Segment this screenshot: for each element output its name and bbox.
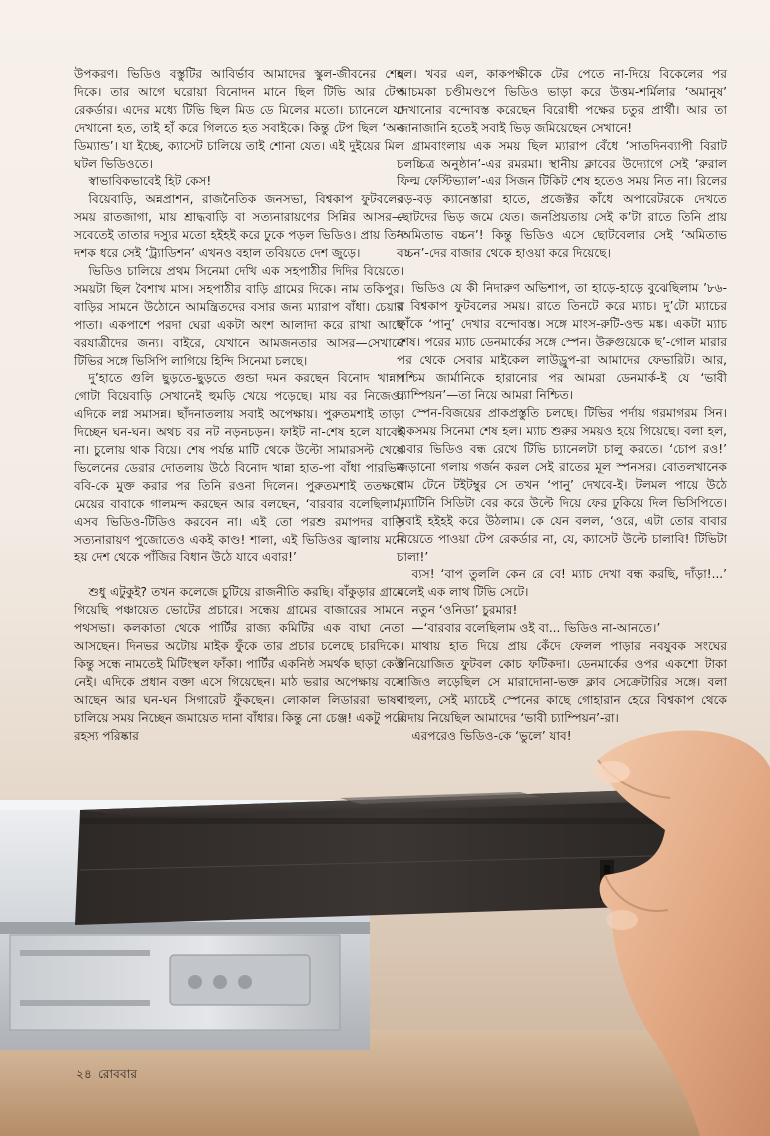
paragraph: বিয়েবাড়ি, অন্নপ্রাশন, রাজনৈতিক জনসভা, বিশ্বকাপ ফুটবলের সময় রাতজাগা, মায় শ্রাদ্ধবাড়ি বা সত্যনারায়ণের সিন্নির আসর—সবেতেই তাতার দস্যুর মতো হইহই করে ঢুকে পড়ল ভিডিও। প্রায় তিন দশক ধরে সেই ‘ট্র্যাডিশন’ এখনও বহাল তবিয়তে দেশ জুড়ে। bbox=[74, 192, 404, 261]
right-text-column bbox=[397, 66, 727, 746]
paragraph: স্বাভাবিকভাবেই হিট কেস! bbox=[88, 174, 212, 189]
page-footer bbox=[76, 1066, 143, 1086]
paragraph: এরপরেও ভিডিও-কে ‘ভুলে’ যাব! bbox=[411, 728, 572, 743]
paragraph: গ্রামবাংলায় এক সময় ছিল ম্যারাপ বেঁধে ‘সাতদিনব্যাপী বিরাট চলচ্চিত্র অনুষ্ঠান’-এর রমরমা। স্থানীয় ক্লাবের উদ্যোগে সেই ‘রুরাল ফিল্ম ফেস্টিভ্যাল’-এর সিজন টিকিট শেষ হতেও সময় নিত না। রিলের বড়-বড় ক্যানেস্তারা হাতে, প্রজেক্টর কাঁধে অপারেটরকে দেখতে ছোটদের ভিড় জমে যেত। জনপ্রিয়তায় সেই ক’টা রাতে তিনি প্রায় ‘অমিতাভ বচ্চন’! কিন্তু ভিডিও এসে ছোটবেলার সেই ‘অমিতাভ বচ্চন’-দের বাজার থেকে হাওয়া করে দিয়েছে। bbox=[397, 138, 727, 261]
paragraph: শুধু এটুকুই? তখন কলেজে চুটিয়ে রাজনীতি করছি। বাঁকুড়ার গ্রামে গিয়েছি পঞ্চায়েত ভোটের প্রচারে। সন্ধেয় গ্রামের বাজারের সামনে পথসভা। কলকাতা থেকে পার্টির রাজ্য কমিটির এক বাঘা নেতা আসছেন। দিনভর অটোয় মাইক ফুঁকে তার প্রচার চলেছে চারদিকে। কিন্তু সন্ধে নামতেই মিটিংস্থল ফাঁকা। পার্টির একনিষ্ঠ সমর্থক ছাড়া কেউ নেই। এদিকে প্রধান বক্তা এসে গিয়েছেন। মাঠ ভরার অপেক্ষায় বসে আছেন আর ঘন-ঘন সিগারেট ফুঁকছেন। লোকাল লিডাররা ভাষণ চালিয়ে সময় নিচ্ছেন জমায়েত দানা বাঁধার। কিন্তু নো চেঞ্জ! একটু পরে রহস্য পরিষ্কার bbox=[74, 585, 404, 743]
paragraph: —‘বারবার বলেছিলাম ওই বা... ভিডিও না-আনতে।’ bbox=[411, 621, 661, 636]
paragraph: হল। খবর এল, কাকপক্ষীকে টের পেতে না-দিয়ে বিকেলের পর আচমকা চণ্ডীমণ্ডপে ভিডিও ভাড়া করে উত্তম-শর্মিলার ‘অমানুষ’ দেখানোর বন্দোবস্ত করেছেন বিরোধী পক্ষের চতুর প্রার্থী। আর তা জানাজানি হতেই সবাই ভিড় জমিয়েছেন সেখানে! bbox=[397, 67, 727, 135]
paragraph: ভিডিও চালিয়ে প্রথম সিনেমা দেখি এক সহপাঠীর দিদির বিয়েতে। সময়টা ছিল বৈশাখ মাস। সহপাঠীর বাড়ি গ্রামের দিকে। নাম তকিপুর। বাড়ির সামনে উঠোনে আমন্ত্রিতদের বসার জন্য ম্যারাপ বাঁধা। চেয়ার পাতা। একপাশে পরদা ঘেরা একটা অংশ আলাদা করে রাখা আছে বরযাত্রীদের জন্য। বাইরে, যেখানে আমজনতার আসর—সেখানে টিভির সঙ্গে ভিসিপি লাগিয়ে হিন্দি সিনেমা চলছে। bbox=[74, 263, 404, 368]
paragraph: উপকরণ। ভিডিও বস্তুটির আবির্ভাব আমাদের স্কুল-জীবনের শেষ দিকে। তার আগে ঘরোয়া বিনোদন মানে ছিল টিভি আর টেপ রেকর্ডার। এদের মধ্যে টিভি ছিল মিড ডে মিলের মতো। চ্যানেলে যা দেখানো হত, তাই হাঁ করে গিলতে হত সবাইকে। কিন্তু টেপ ছিল ‘অন ডিম্যান্ড’। যা ইচ্ছে, ক্যাসেট চালিয়ে তাই শোনা যেত। এই দুইয়ের মিল ঘটল ভিডিওতে। bbox=[74, 67, 404, 171]
magazine-name: রোববার bbox=[98, 1067, 138, 1081]
paragraph: দু’হাতে গুলি ছুড়তে-ছুড়তে গুন্ডা দমন করছেন বিনোদ খান্না। গোটা বিয়েবাড়ি সেখানেই হুমড়ি খেয়ে পড়েছে। মায় বর নিজেও। এদিকে লগ্ন সমাসন্ন। ছাঁদনাতলায় সবাই অপেক্ষায়। পুরুতমশাই তাড়া দিচ্ছেন ঘন-ঘন। অথচ বর নট নড়নচড়ন। ফাইট না-শেষ হলে যাবেই না। চুলোয় থাক বিয়ে। শেষ পর্যন্ত মাটি থেকে উল্টো সামারসল্ট খেয়ে ভিলেনের ডেরার দোতলায় উঠে বিনোদ খান্না হাত-পা বাঁধা পারভিন ববি-কে মুক্ত করার পর তিনি রওনা দিলেন। পুরুতমশাই ততক্ষণে মেয়ের বাবাকে গালমন্দ করছেন আর বলছেন, ‘বারবার বলেছিলাম, এসব ভিডিও-টিডিও করবেন না। এই তো পরশু রমাপদর বাড়ি সত্যনারায়ণ পুজোতেও একই কাণ্ড! শালা, এই ভিডিওর জ্বালায় মনে হয় দেশ থেকে পাঁজির বিধান উঠে যাবে এবার!’ bbox=[74, 371, 404, 565]
paragraph: মাথায় হাত দিয়ে প্রায় কেঁদে ফেলল পাড়ার নবযুবক সংঘের স্বনিয়োজিত ফুটবল কোচ ফটিকদা। ডেনমার্কের ওপর একশো টাকা বাজিও লড়েছিল সে মারাদোনা-ভক্ত ক্লাব সেক্রেটারির সঙ্গে। বলা বাহুল্য, সেই ম্যাচেই স্পেনের কাছে গোহারান হেরে বিশ্বকাপ থেকে বিদায় নিয়েছিল আমাদের ‘ভাবী চ্যাম্পিয়ন’-রা। bbox=[397, 639, 727, 725]
paragraph: নতুন ‘ওনিডা’ চুরমার! bbox=[411, 603, 518, 618]
left-text-column bbox=[74, 66, 404, 746]
paragraph: ব্যস! ‘বাপ তুললি কেন রে বে! ম্যাচ দেখা বন্ধ করছি, দাঁড়া!...’ বলেই এক লাথ টিভি সেটে। bbox=[397, 567, 727, 600]
paragraph: স্পেন-বিজয়ের প্রাকপ্রস্তুতি চলছে। টিভির পর্দায় গরমাগরম সিন। একসময় সিনেমা শেষ হল। ম্যাচ শুরুর সময়ও হয়ে গিয়েছে। বলা হল, এবার ভিডিও বন্ধ রেখে টিভি চ্যানেলটা চালু করতে। ‘চোপ রও!’ জড়ানো গলায় গর্জন করল সেই রাতের মূল স্পনসর। বোতলখানেক রাম টেনে টইটম্বুর সে তখন ‘পানু’ দেখবে-ই। টলমল পায়ে উঠে ‘ম্যাটিনি সিডিটা বের করে উল্টে দিয়ে ফের ঢুকিয়ে দিল ভিসিপিতে। সবাই হইহই করে উঠলাম। কে যেন বলল, ‘ওরে, এটা তোর বাবার বিয়েতে পাওয়া টেপ রেকর্ডার না, যে, ক্যাসেট উল্টে চালাবি! টিভিটা চালা!’ bbox=[397, 406, 727, 564]
page-number: ২৪ bbox=[76, 1067, 92, 1081]
paragraph: ভিডিও যে কী নিদারুণ অভিশাপ, তা হাড়ে-হাড়ে বুঝেছিলাম ’৮৬-র বিশ্বকাপ ফুটবলের সময়। রাতে তিনটে করে ম্যাচ। দু’টো ম্যাচের ফাঁকে ‘পানু’ দেখার বন্দোবস্ত। সঙ্গে মাংস-রুটি-ওল্ড মঙ্ক। একটা ম্যাচ শেষ। পরের ম্যাচ ডেনমার্কের সঙ্গে স্পেন। উরুগুয়েকে ছ’-গোল মারার পর থেকে সেবার মাইকেল লাউড্রুপ-রা আমাদের ফেভারিট। আর, পশ্চিম জার্মানিকে হারানোর পর আমরা ডেনমার্ক-ই যে ‘ভাবী চ্যাম্পিয়ন’—তা নিয়ে আমরা নিশ্চিত। bbox=[397, 280, 727, 403]
